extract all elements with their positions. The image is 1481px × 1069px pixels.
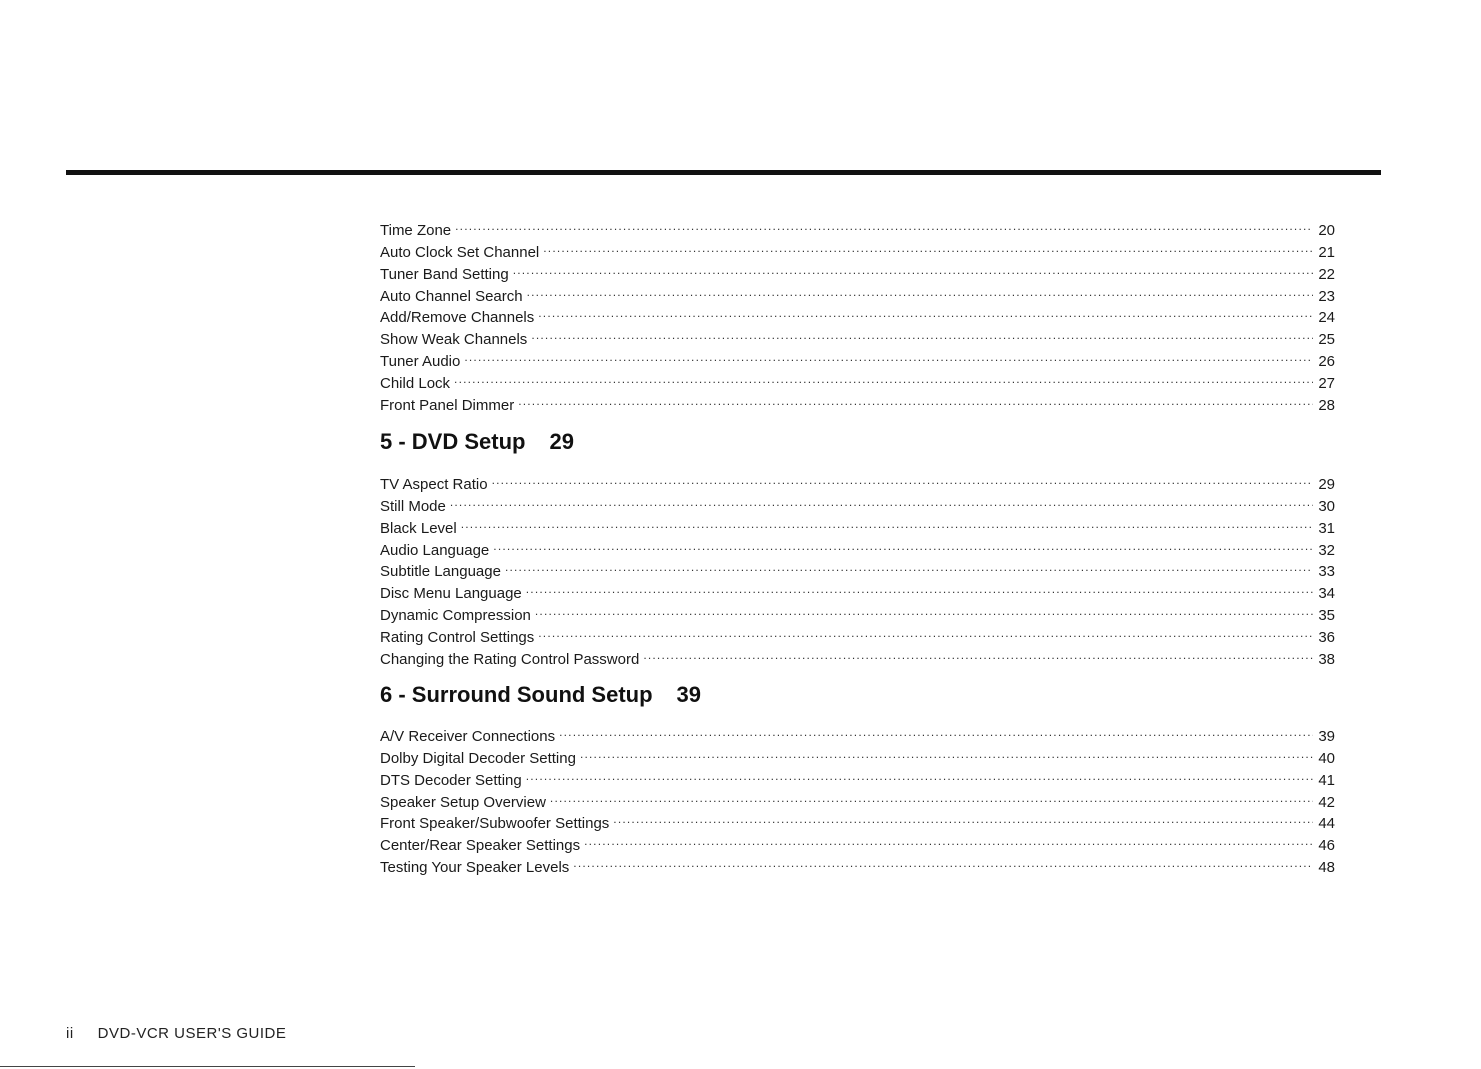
- toc-entry[interactable]: [380, 344, 1335, 371]
- toc-leader-dots: [538, 620, 1313, 642]
- toc-entry-title: Time Zone: [380, 221, 452, 239]
- toc-entry-page: 23: [1318, 287, 1335, 305]
- toc-entry-title: Still Mode: [380, 497, 446, 515]
- toc-entry-page: 48: [1318, 859, 1335, 877]
- toc-entry[interactable]: [380, 235, 1335, 261]
- toc-leader-dots: [538, 301, 1313, 323]
- toc-entry-title: Auto Clock Set Channel: [380, 243, 540, 261]
- toc-list-dvd-setup: [380, 467, 1335, 669]
- toc-entry-page: 46: [1318, 837, 1335, 855]
- toc-leader-dots: [493, 533, 1313, 555]
- toc-entry-page: 21: [1318, 243, 1335, 261]
- toc-entry-page: 24: [1318, 309, 1335, 327]
- toc-entry-page: 39: [1318, 727, 1335, 745]
- toc-entry-title: Testing Your Speaker Levels: [380, 859, 570, 877]
- toc-entry[interactable]: [380, 366, 1335, 393]
- toc-entry[interactable]: [380, 279, 1335, 305]
- toc-entry-title: Auto Channel Search: [380, 287, 523, 305]
- toc-entry[interactable]: [380, 533, 1335, 559]
- toc-leader-dots: [550, 785, 1313, 807]
- top-rule: [66, 170, 1381, 175]
- toc-entry-page: 27: [1318, 375, 1335, 393]
- toc-entry-page: 33: [1318, 563, 1335, 581]
- toc-entry-title: A/V Receiver Connections: [380, 727, 556, 745]
- toc-leader-dots: [450, 489, 1313, 511]
- toc-entry-page: 29: [1318, 475, 1335, 493]
- toc-leader-dots: [543, 235, 1313, 257]
- toc-entry-page: 35: [1318, 607, 1335, 625]
- toc-leader-dots: [535, 598, 1313, 620]
- section-heading-dvd-setup[interactable]: [380, 429, 1335, 455]
- toc-entry-page: 38: [1318, 651, 1335, 669]
- toc-entry[interactable]: [380, 257, 1335, 283]
- toc-entry[interactable]: [380, 555, 1335, 581]
- toc-entry-title: Child Lock: [380, 375, 451, 393]
- toc-entry[interactable]: [380, 489, 1335, 515]
- toc-entry-title: Speaker Setup Overview: [380, 793, 546, 811]
- toc-leader-dots: [531, 322, 1313, 344]
- toc-entry-title: DTS Decoder Setting: [380, 771, 522, 789]
- toc-entry-title: Front Speaker/Subwoofer Settings: [380, 815, 610, 833]
- toc-entry-page: 28: [1318, 397, 1335, 415]
- toc-entry[interactable]: [380, 467, 1335, 493]
- toc-leader-dots: [505, 555, 1313, 577]
- toc-leader-dots: [584, 828, 1313, 850]
- toc-entry-title: Audio Language: [380, 541, 490, 559]
- toc-entry[interactable]: [380, 576, 1335, 603]
- toc-entry-title: Front Panel Dimmer: [380, 397, 515, 415]
- footer-page-number: ii: [66, 1025, 74, 1042]
- toc-entry-title: Subtitle Language: [380, 563, 501, 581]
- section-heading-title: 6 - Surround Sound Setup: [380, 682, 653, 708]
- toc-leader-dots: [464, 344, 1313, 366]
- section-heading-surround-sound-setup[interactable]: [380, 682, 1335, 708]
- toc-entry-title: Changing the Rating Control Password: [380, 651, 640, 669]
- toc-entry-title: Rating Control Settings: [380, 629, 535, 647]
- toc-entry-page: 22: [1318, 265, 1335, 283]
- toc-leader-dots: [461, 511, 1313, 533]
- toc-entry[interactable]: [380, 388, 1335, 415]
- toc-leader-dots: [513, 257, 1313, 279]
- toc-leader-dots: [559, 719, 1313, 741]
- toc-entry-page: 25: [1318, 331, 1335, 349]
- toc-leader-dots: [518, 388, 1313, 410]
- toc-list-continued: [380, 213, 1335, 415]
- toc-entry-page: 34: [1318, 585, 1335, 603]
- toc-entry-title: Dynamic Compression: [380, 607, 531, 625]
- page-footer: [66, 1025, 286, 1042]
- toc-entry-title: TV Aspect Ratio: [380, 475, 488, 493]
- toc-leader-dots: [573, 850, 1313, 872]
- section-heading-title: 5 - DVD Setup: [380, 429, 526, 455]
- toc-leader-dots: [492, 467, 1313, 489]
- section-heading-page: 39: [676, 682, 702, 708]
- toc-entry-title: Disc Menu Language: [380, 585, 522, 603]
- toc-leader-dots: [455, 213, 1313, 235]
- footer-guide-title: DVD-VCR USER'S GUIDE: [97, 1025, 287, 1042]
- toc-entry-title: Tuner Audio: [380, 353, 461, 371]
- toc-entry-page: 36: [1318, 629, 1335, 647]
- toc-entry-title: Show Weak Channels: [380, 331, 528, 349]
- toc-leader-dots: [454, 366, 1313, 388]
- toc-entry-title: Dolby Digital Decoder Setting: [380, 749, 576, 767]
- toc-entry-page: 30: [1318, 497, 1335, 515]
- toc-entry-title: Add/Remove Channels: [380, 309, 535, 327]
- toc-entry-page: 26: [1318, 353, 1335, 371]
- toc-leader-dots: [613, 807, 1313, 829]
- toc-leader-dots: [526, 763, 1313, 785]
- toc-leader-dots: [580, 741, 1313, 763]
- toc-entry[interactable]: [380, 213, 1335, 239]
- toc-entry-title: Black Level: [380, 519, 457, 537]
- toc-leader-dots: [527, 279, 1313, 301]
- toc-entry-page: 40: [1318, 749, 1335, 767]
- toc-leader-dots: [526, 576, 1313, 598]
- toc-entry-page: 20: [1318, 221, 1335, 239]
- section-heading-page: 29: [549, 429, 574, 455]
- toc-entry-page: 32: [1318, 541, 1335, 559]
- toc-entry-page: 41: [1318, 771, 1335, 789]
- toc-entry-page: 31: [1318, 519, 1335, 537]
- toc-entry-title: Center/Rear Speaker Settings: [380, 837, 581, 855]
- toc-list-surround-sound-setup: [380, 719, 1335, 877]
- toc-entry[interactable]: [380, 511, 1335, 537]
- toc-leader-dots: [643, 642, 1313, 664]
- toc-entry-page: 42: [1318, 793, 1335, 811]
- table-of-contents: [380, 213, 1335, 877]
- toc-entry-title: Tuner Band Setting: [380, 265, 509, 283]
- toc-entry[interactable]: [380, 719, 1335, 745]
- bottom-rule: [0, 1066, 415, 1067]
- toc-entry-page: 44: [1318, 815, 1335, 833]
